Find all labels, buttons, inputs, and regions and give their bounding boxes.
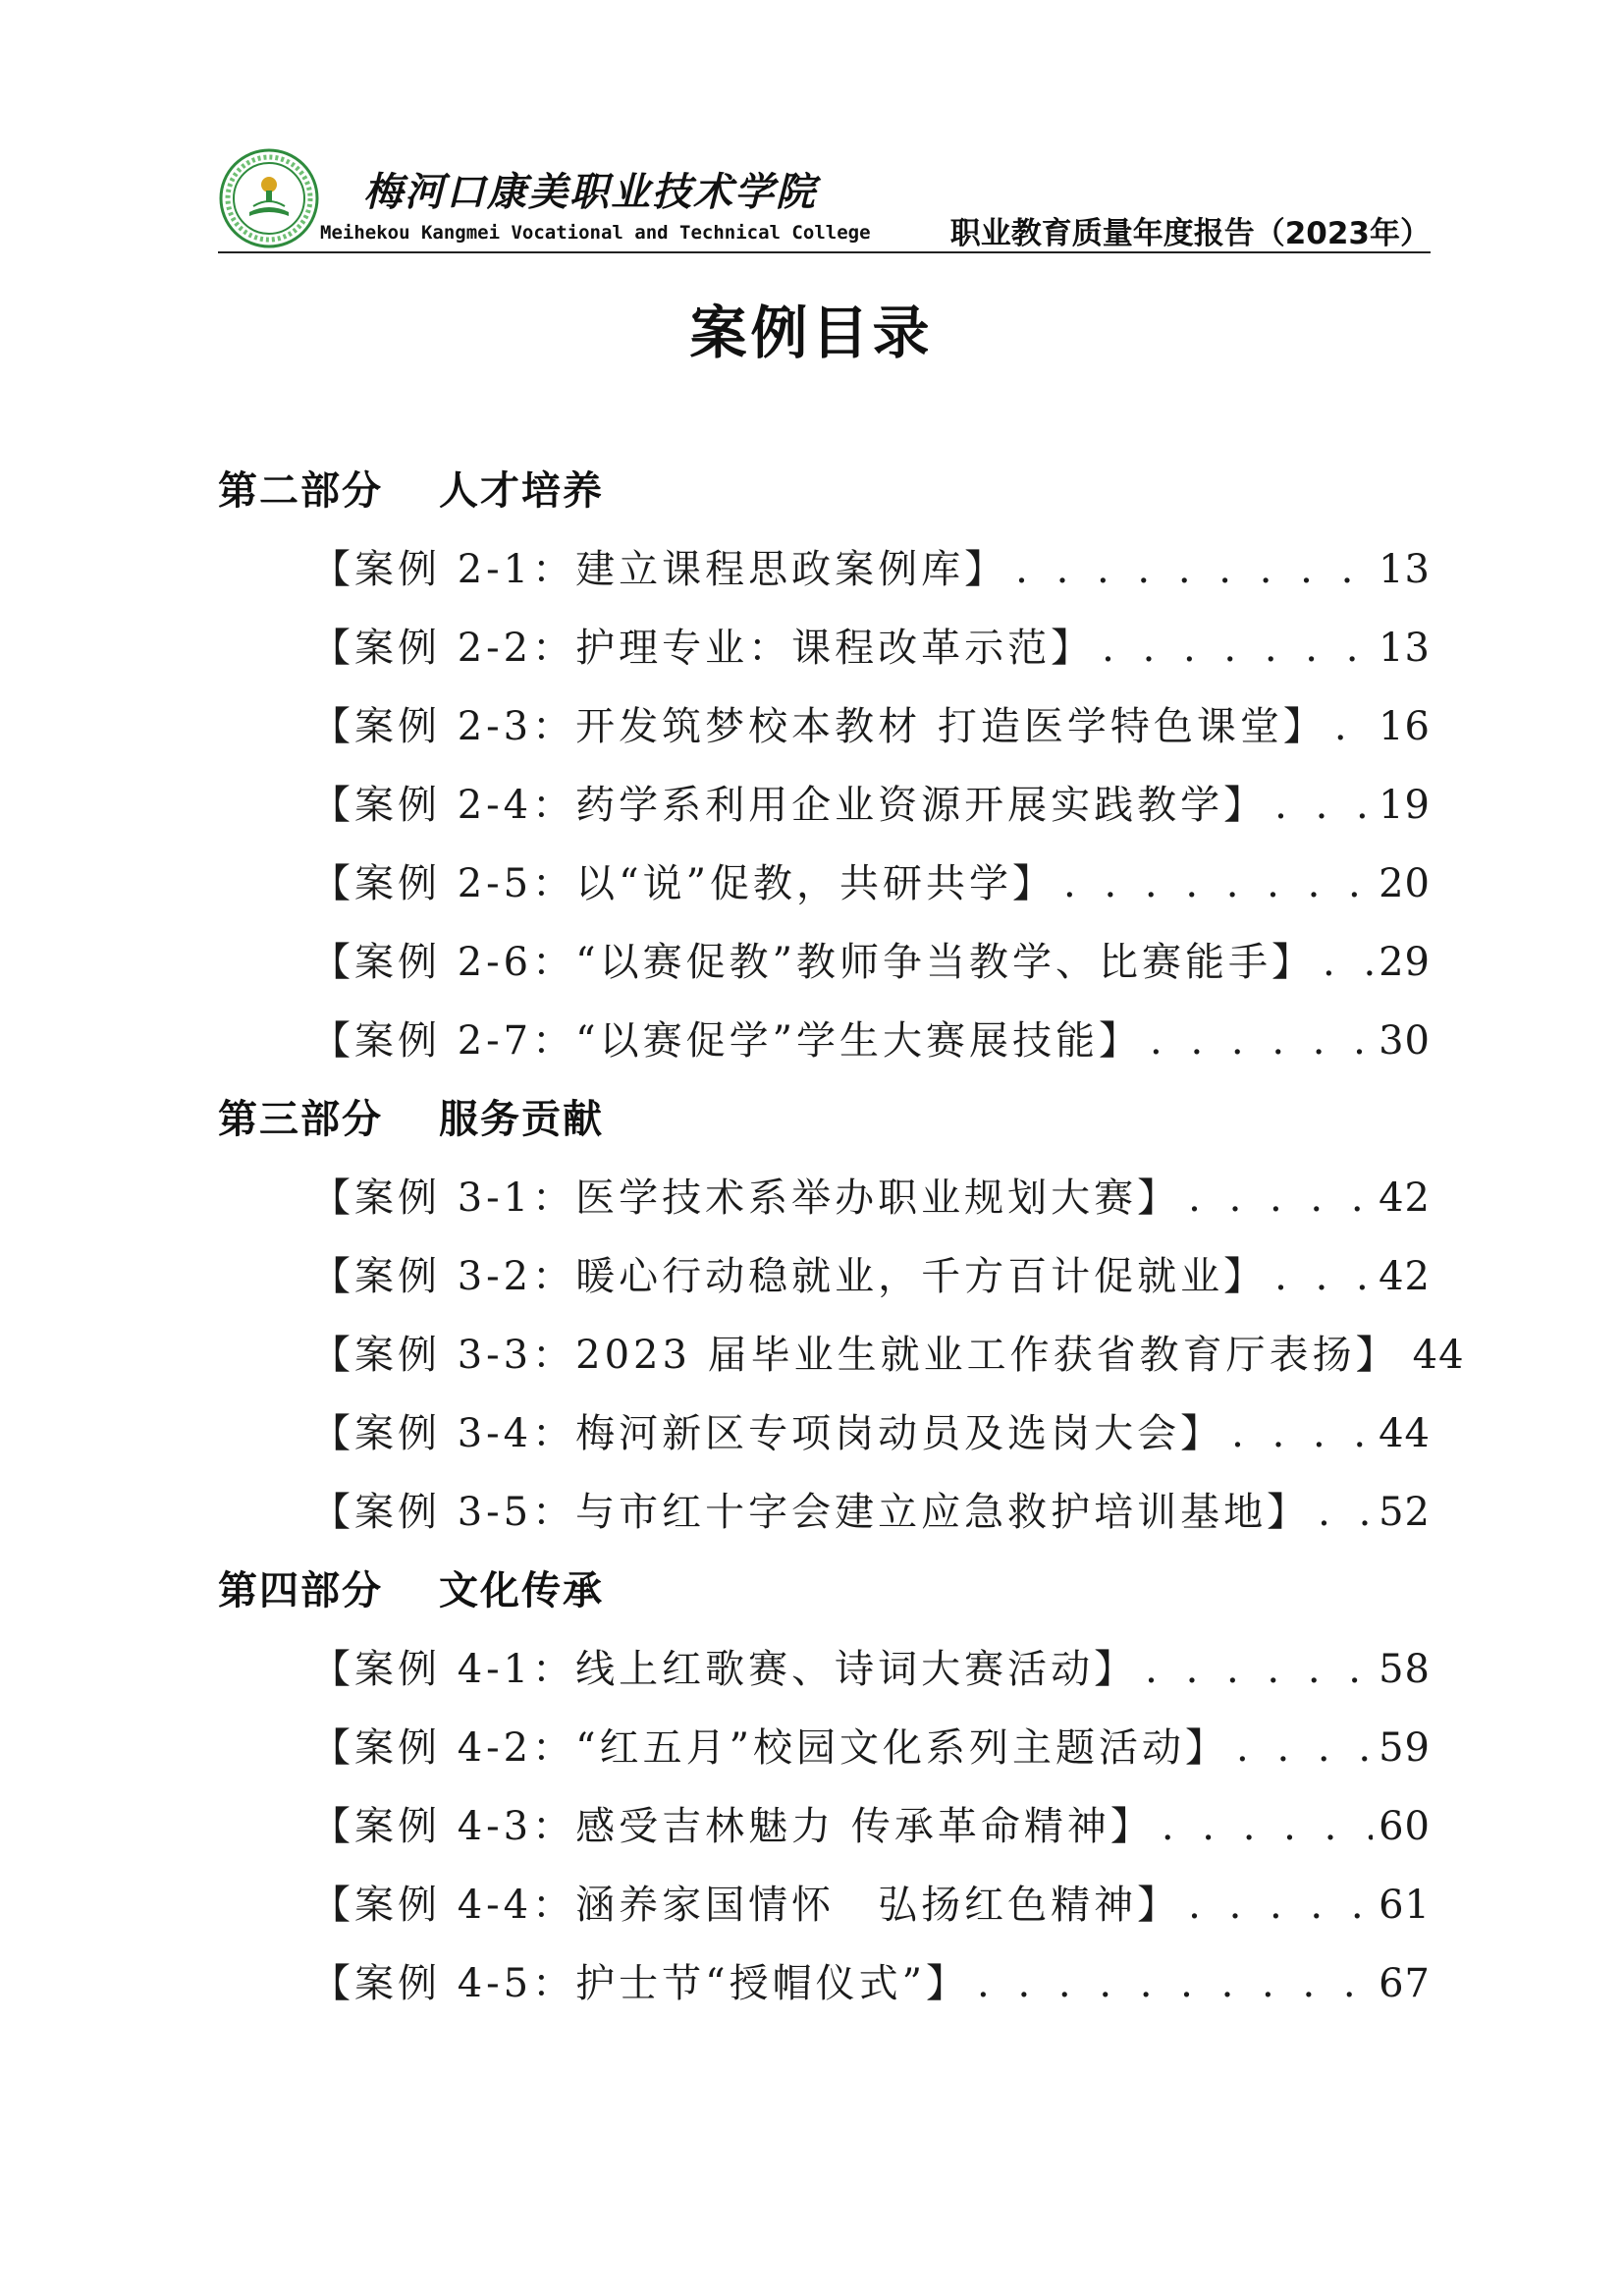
table-of-contents [218,452,1465,2023]
page-header [218,147,1431,253]
toc-entry[interactable] [218,1159,1431,1237]
toc-entry[interactable] [218,530,1431,609]
toc-entry-page: 29 [1379,940,1431,985]
toc-entry-page: 59 [1379,1725,1431,1771]
toc-entry[interactable] [218,1394,1431,1473]
section-number: 第四部分 [218,1568,383,1613]
section-number: 第三部分 [218,1097,383,1142]
toc-entry[interactable] [218,1787,1431,1866]
toc-entry-label: 【案例 3-3：2023 届毕业生就业工作获省教育厅表扬】 [311,1333,1399,1378]
toc-entry-label: 【案例 2-3：开发筑梦校本教材 打造医学特色课堂】 [311,704,1326,749]
toc-entry-page: 30 [1379,1018,1431,1064]
dot-leader [1399,1316,1407,1394]
toc-entry[interactable] [218,687,1431,766]
toc-entry[interactable] [218,1944,1431,2023]
toc-entry-page: 19 [1379,783,1431,828]
toc-entry-label: 【案例 2-1：建立课程思政案例库】 [311,547,1008,592]
toc-entry-page: 13 [1379,547,1431,592]
section-name: 文化传承 [439,1568,604,1613]
toc-entry-page: 13 [1379,626,1431,671]
toc-entry[interactable] [218,1709,1431,1787]
dot-leader [1267,1237,1373,1316]
dot-leader [1055,845,1373,923]
dot-leader [1094,609,1373,687]
toc-entry-label: 【案例 2-7：“以赛促学”学生大赛展技能】 [311,1018,1143,1064]
toc-entry-label: 【案例 4-3：感受吉林魅力 传承革命精神】 [311,1804,1154,1849]
report-title: 职业教育质量年度报告（2023年） [949,216,1431,251]
toc-entry-page: 61 [1379,1883,1431,1928]
dot-leader [1180,1866,1373,1944]
toc-entry[interactable] [218,766,1431,845]
section-heading [218,1080,1431,1159]
section-name: 服务贡献 [439,1097,604,1142]
section-name: 人才培养 [439,468,604,514]
header-divider [218,251,1431,253]
dot-leader [1154,1787,1373,1866]
school-name-cn: 梅河口康美职业技术学院 [363,169,817,215]
section-heading [218,1552,1431,1630]
toc-entry[interactable] [218,1316,1465,1394]
toc-entry-page: 67 [1379,1961,1431,2006]
toc-entry-page: 44 [1379,1411,1431,1456]
toc-entry-page: 42 [1379,1254,1431,1299]
dot-leader [1326,687,1373,766]
school-name-en: Meihekou Kangmei Vocational and Technical College [320,222,871,244]
dot-leader [1310,1473,1373,1552]
toc-entry[interactable] [218,1473,1431,1552]
toc-entry-page: 60 [1379,1804,1431,1849]
dot-leader [1142,1002,1373,1080]
toc-entry-label: 【案例 3-5：与市红十字会建立应急救护培训基地】 [311,1490,1311,1535]
toc-entry[interactable] [218,845,1431,923]
page-title: 案例目录 [689,300,934,366]
toc-entry-label: 【案例 3-4：梅河新区专项岗动员及选岗大会】 [311,1411,1224,1456]
toc-entry-label: 【案例 4-5：护士节“授帽仪式”】 [311,1961,970,2006]
toc-entry[interactable] [218,1002,1431,1080]
toc-entry[interactable] [218,609,1431,687]
toc-entry-label: 【案例 4-1：线上红歌赛、诗词大赛活动】 [311,1647,1138,1692]
dot-leader [1223,1394,1373,1473]
toc-entry-label: 【案例 2-6：“以赛促教”教师争当教学、比赛能手】 [311,940,1316,985]
dot-leader [1315,923,1373,1002]
dot-leader [1267,766,1373,845]
toc-entry-page: 44 [1412,1333,1465,1378]
section-number: 第二部分 [218,468,383,514]
toc-entry-page: 42 [1379,1175,1431,1221]
college-logo-icon [218,147,320,249]
dot-leader [1007,530,1373,609]
toc-entry-label: 【案例 2-5：以“说”促教，共研共学】 [311,861,1056,906]
toc-entry-page: 16 [1379,704,1431,749]
toc-entry[interactable] [218,1237,1431,1316]
dot-leader [969,1944,1373,2023]
toc-entry[interactable] [218,923,1431,1002]
toc-entry-label: 【案例 3-2：暖心行动稳就业，千方百计促就业】 [311,1254,1268,1299]
toc-entry-page: 52 [1379,1490,1431,1535]
toc-entry-label: 【案例 2-2：护理专业：课程改革示范】 [311,626,1095,671]
toc-entry[interactable] [218,1866,1431,1944]
toc-entry-label: 【案例 2-4：药学系利用企业资源开展实践教学】 [311,783,1268,828]
dot-leader [1137,1630,1373,1709]
toc-entry-label: 【案例 3-1：医学技术系举办职业规划大赛】 [311,1175,1181,1221]
toc-entry-label: 【案例 4-4：涵养家国情怀 弘扬红色精神】 [311,1883,1181,1928]
toc-entry-page: 58 [1379,1647,1431,1692]
dot-leader [1228,1709,1373,1787]
toc-entry-page: 20 [1379,861,1431,906]
dot-leader [1180,1159,1373,1237]
toc-entry[interactable] [218,1630,1431,1709]
section-heading [218,452,1431,530]
toc-entry-label: 【案例 4-2：“红五月”校园文化系列主题活动】 [311,1725,1229,1771]
